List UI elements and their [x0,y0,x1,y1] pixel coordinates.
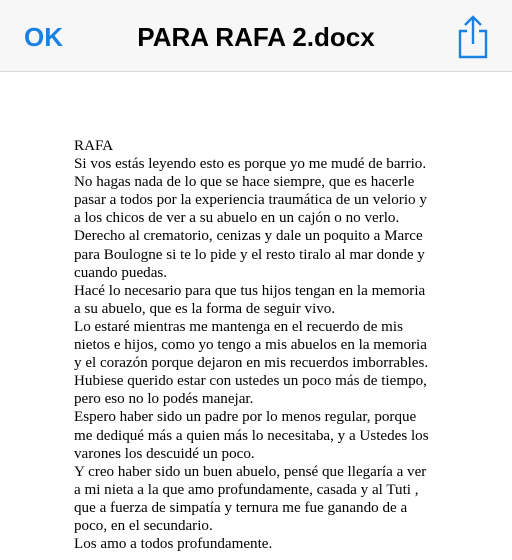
document-body [74,137,474,553]
document-line: pero eso no lo podés manejar. [74,391,254,408]
document-line: cuando puedas. [74,264,168,281]
document-line: pasar a todos por la experiencia traumática de un velorio y [74,192,427,209]
document-line: Los amo a todos profundamente. [74,536,273,553]
document-line: a los chicos de ver a su abuelo en un cajón o no verlo. [74,210,400,227]
document-line: para Boulogne si te lo pide y el resto tiralo al mar donde y [74,246,425,263]
document-line: Si vos estás leyendo esto es porque yo me mudé de barrio. [74,156,427,173]
document-line: a mi nieta a la que amo profundamente, casada y al Tuti , [74,481,419,498]
document-line: Y creo haber sido un buen abuelo, pensé que llegaría a ver [74,463,427,480]
document-line: y el corazón porque dejaron en mis recuerdos imborrables. [74,355,429,372]
document-line: a su abuelo, que es la forma de seguir vivo. [74,300,336,317]
document-line: Hacé lo necesario para que tus hijos tengan en la memoria [74,282,426,299]
document-line: Hubiese querido estar con ustedes un poco más de tiempo, [74,373,427,390]
document-line: No hagas nada de lo que se hace siempre, que es hacerle [74,174,415,191]
ok-button[interactable]: OK [24,22,63,52]
document-line: Lo estaré mientras me mantenga en el recuerdo de mis [74,318,403,335]
document-heading: RAFA [74,138,114,154]
document-line: poco, en el secundario. [74,517,213,534]
document-line: que a fuerza de simpatía y ternura me fue ganando de a [74,499,408,516]
document-line: Derecho al crematorio, cenizas y dale un poquito a Marce [74,228,423,245]
document-line: nietos e hijos, como yo tengo a mis abuelos en la memoria [74,337,427,354]
document-line: varones los descuidé un poco. [74,445,255,462]
navigation-bar [0,0,512,72]
document-title: PARA RAFA 2.docx [137,22,375,52]
document-line: me dediqué más a quien más lo necesitaba, y a Ustedes los [74,427,429,444]
share-icon [455,14,491,60]
document-page[interactable] [0,73,512,560]
share-button[interactable] [455,14,491,60]
document-line: Espero haber sido un padre por lo menos regular, porque [74,409,417,426]
